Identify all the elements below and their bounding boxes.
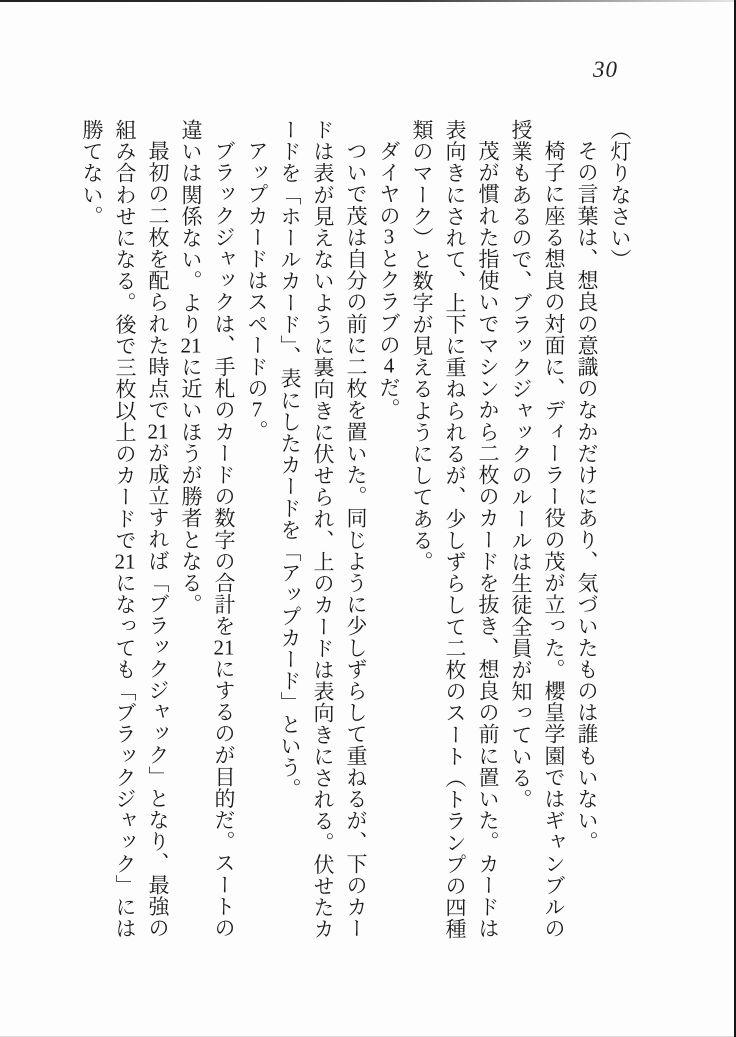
- page-number: 30: [593, 57, 618, 82]
- tatechuyoko-number: 21: [213, 636, 235, 658]
- tatechuyoko-number: 21: [147, 420, 169, 442]
- tatechuyoko-number: 7: [251, 399, 263, 421]
- paragraph: ダイヤの3とクラブの4だ。: [377, 140, 401, 420]
- vertical-text-block: [75, 119, 636, 943]
- tatechuyoko-number: 21: [180, 335, 202, 356]
- paragraph: ブラックジャックは、手札のカードの数字の合計を21にするのが目的だ。スートの違いは関係ない。より21に近いほうが勝者となる。: [179, 119, 236, 939]
- tatechuyoko-number: 4: [383, 355, 395, 377]
- paragraph: 茂が慣れた指使いでマシンから二枚のカードを抜き、想良の前に置いた。カードは表向きにされて、上下に重ねられるが、少しずらして二枚のスート（トランプの四種類のマーク）と数字が見えるようにしてある。: [410, 119, 500, 940]
- paragraph: その言葉は、想良の意識のなかだけにあり、気づいたものは誰もいない。: [575, 140, 599, 853]
- paragraph: 最初の二枚を配られた時点で21が成立すれば「ブラックジャック」となり、最強の組み合わせになる。後で三枚以上のカードで21になっても「ブラックジャック」には勝てない。: [80, 119, 170, 940]
- scan-edge-top: [0, 0, 736, 2]
- paragraph: ついで茂は自分の前に二枚を置いた。同じように少しずらして重ねるが、下のカードは表が見えないように裏向きに伏せられ、上のカードは表向きにされる。伏せたカードを「ホールカード」、表にしたカードを「アップカード」という。: [278, 119, 368, 940]
- paragraph: アップカードはスペードの7。: [245, 140, 269, 442]
- paragraph: 椅子に座る想良の対面に、ディーラー役の茂が立った。櫻皇学園ではギャンブルの授業もあるので、ブラックジャックのルールは生徒全員が知っている。: [509, 119, 566, 940]
- tatechuyoko-number: 3: [383, 226, 395, 248]
- tatechuyoko-number: 21: [114, 551, 136, 572]
- paragraph: （灯りなさい）: [608, 119, 632, 271]
